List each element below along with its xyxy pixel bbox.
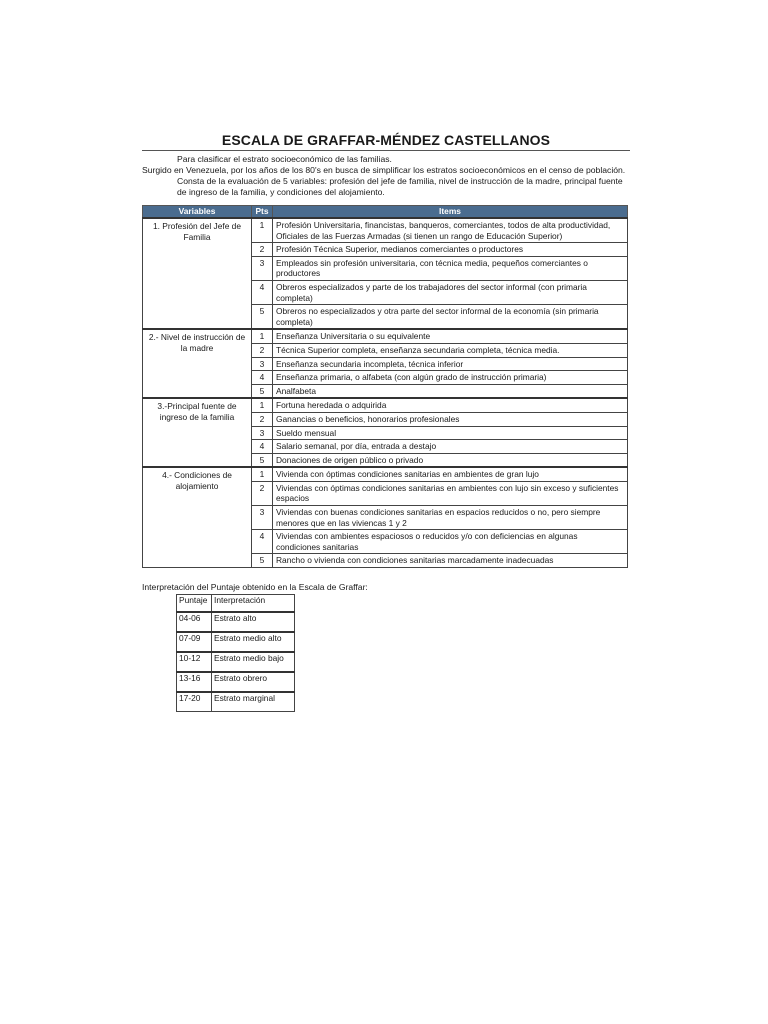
header-puntaje: Puntaje <box>177 595 212 613</box>
interpretacion-cell: Estrato medio alto <box>212 632 295 652</box>
pts-cell: 2 <box>252 412 273 426</box>
header-items: Items <box>273 206 628 219</box>
item-cell: Salario semanal, por día, entrada a destajo <box>273 440 628 454</box>
pts-cell: 1 <box>252 329 273 343</box>
item-cell: Obreros especializados y parte de los trabajadores del sector informal (con primaria completa) <box>273 280 628 304</box>
interpretation-row <box>177 612 295 632</box>
item-cell: Viviendas con óptimas condiciones sanitarias en ambientes con lujo sin exceso y suficientes espacios <box>273 481 628 505</box>
pts-cell: 5 <box>252 305 273 330</box>
pts-cell: 3 <box>252 426 273 440</box>
puntaje-cell: 07-09 <box>177 632 212 652</box>
interpretation-row <box>177 652 295 672</box>
item-cell: Obreros no especializados y otra parte del sector informal de la economía (sin primaria completa) <box>273 305 628 330</box>
intro-line-3-text: Consta de la evaluación de 5 variables: profesión del jefe de familia, nivel de instrucción de la madre, principal fuente de ingreso de la familia, y condiciones del alojamiento. <box>177 176 623 197</box>
scale-row <box>143 218 628 243</box>
puntaje-cell: 13-16 <box>177 672 212 692</box>
graffar-scale-table <box>142 205 628 568</box>
interpretacion-cell: Estrato alto <box>212 612 295 632</box>
scale-header-row <box>143 206 628 219</box>
interpretation-title: Interpretación del Puntaje obtenido en la Escala de Graffar: <box>142 582 368 593</box>
intro-line-2: Surgido en Venezuela, por los años de los 80's en busca de simplificar los estratos socioeconómicos en el censo de población. <box>142 165 626 175</box>
variable-cell: 1. Profesión del Jefe de Familia <box>143 218 252 329</box>
intro-text <box>142 154 630 198</box>
pts-cell: 1 <box>252 218 273 243</box>
intro-line-3 <box>142 176 630 198</box>
item-cell: Donaciones de origen público o privado <box>273 453 628 467</box>
intro-line-1: Para clasificar el estrato socioeconómico de las familias. <box>177 154 392 164</box>
pts-cell: 4 <box>252 440 273 454</box>
scale-row <box>143 329 628 343</box>
interpretation-table <box>176 594 295 712</box>
variable-cell: 2.- Nivel de instrucción de la madre <box>143 329 252 398</box>
interpretacion-cell: Estrato marginal <box>212 692 295 712</box>
pts-cell: 5 <box>252 554 273 568</box>
interpretation-header-row <box>177 595 295 613</box>
variable-cell: 3.-Principal fuente de ingreso de la familia <box>143 398 252 467</box>
interpretation-row <box>177 632 295 652</box>
pts-cell: 4 <box>252 530 273 554</box>
pts-cell: 3 <box>252 506 273 530</box>
interpretation-row <box>177 692 295 712</box>
item-cell: Sueldo mensual <box>273 426 628 440</box>
item-cell: Fortuna heredada o adquirida <box>273 398 628 412</box>
pts-cell: 4 <box>252 280 273 304</box>
interpretacion-cell: Estrato obrero <box>212 672 295 692</box>
pts-cell: 2 <box>252 481 273 505</box>
pts-cell: 2 <box>252 243 273 257</box>
item-cell: Analfabeta <box>273 384 628 398</box>
item-cell: Técnica Superior completa, enseñanza secundaria completa, técnica media. <box>273 343 628 357</box>
puntaje-cell: 04-06 <box>177 612 212 632</box>
item-cell: Vivienda con óptimas condiciones sanitarias en ambientes de gran lujo <box>273 467 628 481</box>
scale-row <box>143 398 628 412</box>
pts-cell: 2 <box>252 343 273 357</box>
item-cell: Profesión Universitaria, financistas, banqueros, comerciantes, todos de alta productividad, Oficiales de las Fuerzas Armadas (si tienen un rango de Educación Superior) <box>273 218 628 243</box>
pts-cell: 5 <box>252 453 273 467</box>
document-page <box>142 132 630 712</box>
item-cell: Enseñanza secundaria incompleta, técnica inferior <box>273 357 628 371</box>
scale-table-body <box>143 218 628 568</box>
variable-cell: 4.- Condiciones de alojamiento <box>143 467 252 567</box>
pts-cell: 4 <box>252 371 273 385</box>
pts-cell: 3 <box>252 357 273 371</box>
pts-cell: 3 <box>252 256 273 280</box>
item-cell: Enseñanza Universitaria o su equivalente <box>273 329 628 343</box>
item-cell: Ganancias o beneficios, honorarios profesionales <box>273 412 628 426</box>
pts-cell: 1 <box>252 467 273 481</box>
header-variables: Variables <box>143 206 252 219</box>
interpretation-row <box>177 672 295 692</box>
document-title: ESCALA DE GRAFFAR-MÉNDEZ CASTELLANOS <box>142 132 630 151</box>
item-cell: Viviendas con buenas condiciones sanitarias en espacios reducidos o no, pero siempre menores que en las viviencas 1 y 2 <box>273 506 628 530</box>
header-pts: Pts <box>252 206 273 219</box>
puntaje-cell: 10-12 <box>177 652 212 672</box>
scale-row <box>143 467 628 481</box>
item-cell: Profesión Técnica Superior, medianos comerciantes o productores <box>273 243 628 257</box>
puntaje-cell: 17-20 <box>177 692 212 712</box>
header-interpretacion: Interpretación <box>212 595 295 613</box>
item-cell: Empleados sin profesión universitaria, con técnica media, pequeños comerciantes o productores <box>273 256 628 280</box>
item-cell: Viviendas con ambientes espaciosos o reducidos y/o con deficiencias en algunas condiciones sanitarias <box>273 530 628 554</box>
item-cell: Enseñanza primaria, o alfabeta (con algún grado de instrucción primaria) <box>273 371 628 385</box>
pts-cell: 1 <box>252 398 273 412</box>
pts-cell: 5 <box>252 384 273 398</box>
interpretacion-cell: Estrato medio bajo <box>212 652 295 672</box>
item-cell: Rancho o vivienda con condiciones sanitarias marcadamente inadecuadas <box>273 554 628 568</box>
interpretation-table-body <box>177 595 295 712</box>
